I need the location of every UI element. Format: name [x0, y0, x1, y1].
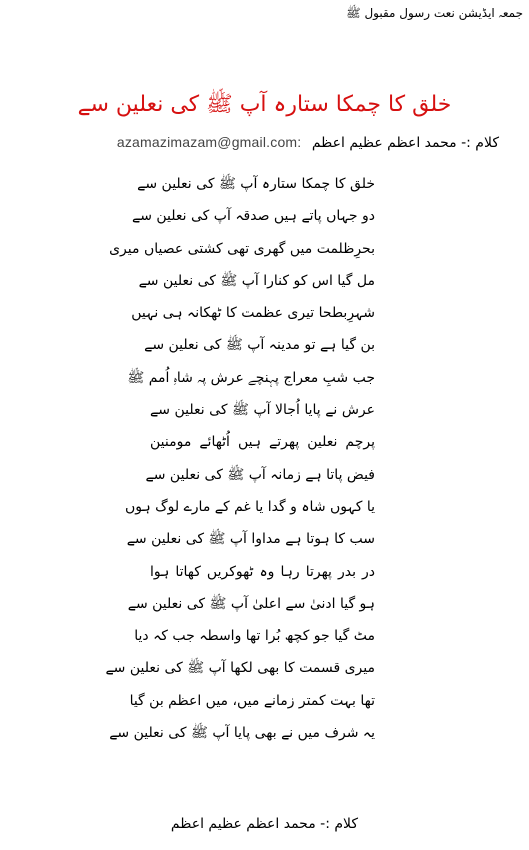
author-credit: کلام :- محمد اعظم عظیم اعظم — [311, 135, 499, 151]
edition-header: جمعہ ایڈیشن نعت رسول مقبول ﷺ — [346, 6, 523, 20]
poem-line: یا کہوں شاہ و گدا یا غم کے مارے لوگ ہوں — [124, 498, 375, 515]
poem-line: فیض پاتا ہے زمانہ آپ ﷺ کی نعلین سے — [145, 466, 375, 483]
poem-line: سب کا ہوتا ہے مداوا آپ ﷺ کی نعلین سے — [126, 531, 375, 548]
poem-line: عرش نے پایا اُجالا آپ ﷺ کی نعلین سے — [150, 402, 375, 419]
poem-title: خلق کا چمکا ستارہ آپ ﷺ کی نعلین سے — [77, 92, 452, 117]
poem-line: مل گیا اس کو کنارا آپ ﷺ کی نعلین سے — [138, 272, 375, 289]
poem-line: میری قسمت کا بھی لکھا آپ ﷺ کی نعلین سے — [105, 660, 375, 677]
poem-line: جب شبِ معراج پہنچے عرش پہ شاہِ اُمم ﷺ — [127, 369, 375, 386]
poem-line: بن گیا ہے تو مدینہ آپ ﷺ کی نعلین سے — [144, 337, 375, 354]
poem-body — [105, 168, 375, 749]
author-email: azamazimazam@gmail.com: — [116, 134, 302, 150]
poem-line: ہو گیا ادنیٰ سے اعلیٰ آپ ﷺ کی نعلین سے — [127, 595, 375, 612]
poem-line: مٹ گیا جو کچھ بُرا تھا واسطہ جب کہ دیا — [134, 628, 375, 645]
footer-author-credit: کلام :- محمد اعظم عظیم اعظم — [170, 816, 359, 832]
poem-line: پرچم نعلین پھرتے ہیں اُٹھائے مومنین — [150, 434, 375, 451]
poem-line: یہ شرف میں نے بھی پایا آپ ﷺ کی نعلین سے — [109, 725, 375, 742]
poem-line: دو جہاں پاتے ہیں صدقہ آپ کی نعلین سے — [132, 208, 375, 225]
poem-line: شہرِبطحا تیری عظمت کا ٹھکانہ ہی نہیں — [131, 305, 375, 322]
poem-line: خلق کا چمکا ستارہ آپ ﷺ کی نعلین سے — [137, 176, 375, 192]
poem-line: در بدر پھرتا رہا وہ ٹھوکریں کھاتا ہوا — [150, 563, 375, 580]
poem-line: بحرِظلمت میں گھری تھی کشتی عصیاں میری — [109, 240, 375, 257]
poem-line: تھا بہت کمتر زمانے میں، میں اعظم بن گیا — [129, 692, 375, 709]
byline — [117, 134, 499, 151]
